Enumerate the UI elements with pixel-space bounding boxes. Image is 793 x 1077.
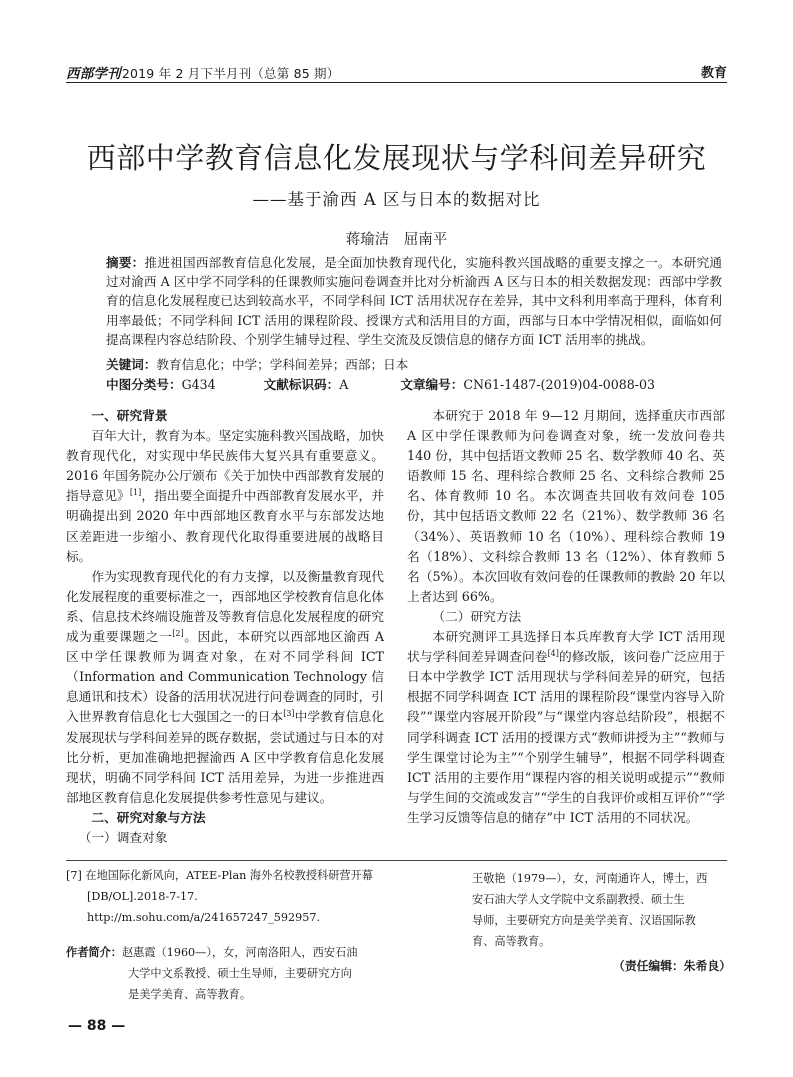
footnote-reference-7 xyxy=(66,865,406,928)
abstract-label: 摘要： xyxy=(106,255,145,270)
ref-line-2: [DB/OL].2018-7-17. xyxy=(87,890,198,903)
subsection-heading-1: （一）调查对象 xyxy=(78,829,168,845)
author-names: 蒋瑜洁 屈南平 xyxy=(345,232,448,248)
author-bio-2: 王敬艳（1979—），女，河南通许人，博士，西 安石油大学人文学院中文系副教授、硕士生 导师，主要研究方向是美学美育、汉语国际教 育、高等教育。 xyxy=(472,872,708,948)
header-rule xyxy=(66,82,727,83)
page-number: — 88 — xyxy=(68,1018,126,1034)
paragraph-1: 百年大计，教育为本。坚定实施科教兴国战略，加快教育现代化，对实现中华民族伟大复兴具有重要意义。2016 年国务院办公厅颁布《关于加快中西部教育发展的指导意见》[1]，指出要全面提升中西部教育发展水平，并明确提出到 2020 年中西部地区教育水平与东部发达地区差距进一步缩小、教育现代化取得重要进展的战略目标。 xyxy=(66,428,385,564)
citation-3: [3] xyxy=(283,709,295,719)
subsection-heading-2: （二）研究方法 xyxy=(432,608,522,624)
author-bio-label: 作者简介： xyxy=(66,946,122,959)
footnote-rule xyxy=(66,860,727,861)
citation-1: [1] xyxy=(129,488,142,498)
ref-line-3: http://m.sohu.com/a/241657247_592957. xyxy=(87,911,321,924)
author-bio-1: 作者简介：赵惠霞（1960—），女，河南洛阳人，西安石油 大学中文系教授、硕士生导师，主要研究方向 是美学美育、高等教育。 xyxy=(66,946,358,1001)
section-heading-1: 一、研究背景 xyxy=(91,408,168,423)
journal-masthead: 西部学刊 xyxy=(66,66,121,82)
citation-4: [4] xyxy=(547,648,559,658)
classification-line xyxy=(106,374,655,393)
body-column-right xyxy=(407,406,725,828)
section-label: 教育 xyxy=(700,66,727,81)
paragraph-4: 本研究测评工具选择日本兵库教育大学 ICT 活用现状与学科间差异调查问卷[4]的修改版，该问卷广泛应用于日本中学教学 ICT 活用现状与学科间差异的研究，包括根据不同学科调查 ICT 活用的课程阶段“课堂内容导入阶段”“课堂内容展开阶段”与“课堂内容总结阶段”，根据不同学科调查 ICT 活用的授课方式“教师讲授为主”“教师与学生课堂讨论为主”“个别学生辅导”，根据不同学科调查 ICT 活用的主要作用“课程内容的相关说明或提示”“教师与学生间的交流或发言”“学生的自我评价或相互评价”“学生学习反馈等信息的储存”中 ICT 活用的不同状况。 xyxy=(407,629,726,825)
paragraph-2: 作为实现教育现代化的有力支撑，以及衡量教育现代化发展程度的重要标准之一，西部地区学校教育信息化体系、信息技术终端设施普及等教育信息化发展程度的研究成为重要课题之一[2]。因此，本研究以西部地区渝西 A 区中学任课教师为调查对象，在对不同学科间 ICT（Information and Communication Technology 信息通讯和技术）设备的活用状况进行问卷调查的同时，引入世界教育信息化七大强国之一的日本[3]中学教育信息化发展现状与学科间差异的既存数据，尝试通过与日本的对比分析，更加准确地把握渝西 A 区中学教育信息化发展现状，明确不同学科间 ICT 活用差异，为进一步推进西部地区教育信息化发展提供参考性意见与建议。 xyxy=(66,568,385,805)
doc-code-value: A xyxy=(339,377,349,392)
body-column-left xyxy=(66,406,384,848)
ref-line-1: [7] 在地国际化新风向，ATEE-Plan 海外名校教授科研营开幕 xyxy=(66,869,373,882)
keywords-text: 教育信息化；中学；学科间差异；西部；日本 xyxy=(156,357,409,372)
article-subtitle: ——基于渝西 A 区与日本的数据对比 xyxy=(252,190,541,209)
issue-info: 2019 年 2 月下半月刊（总第 85 期） xyxy=(121,66,340,81)
article-number-value: CN61-1487-(2019)04-0088-03 xyxy=(463,377,656,392)
keywords xyxy=(106,354,408,373)
running-header xyxy=(66,62,339,82)
citation-2: [2] xyxy=(172,628,184,638)
paragraph-3: 本研究于 2018 年 9—12 月期间，选择重庆市西部 A 区中学任课教师为问卷调查对象，统一发放问卷共 140 份，其中包括语文教师 25 名、数学教师 40 名、英语教师 15 名、理科综合教师 25 名、文科综合教师 25 名、体育教师 10 名。本次调查共回收有效问卷 105 份，其中包括语文教师 22 名（21%）、数学教师 36 名（34%）、英语教师 10 名（10%）、理科综合教师 19 名（18%）、文科综合教师 13 名（12%）、体育教师 5 名（5%）。本次回收有效问卷的任课教师的教龄 20 年以上者达到 66%。 xyxy=(407,408,725,604)
responsible-editor: （责任编辑：朱希良） xyxy=(613,959,731,973)
article-title: 西部中学教育信息化发展现状与学科间差异研究 xyxy=(86,141,707,175)
clc-value: G434 xyxy=(181,377,216,392)
keywords-label: 关键词： xyxy=(106,357,157,372)
doc-code-label: 文献标识码： xyxy=(263,377,340,392)
clc-label: 中图分类号： xyxy=(106,377,182,392)
article-number-label: 文章编号： xyxy=(400,377,464,392)
abstract-text: 推进祖国西部教育信息化发展，是全面加快教育现代化，实施科教兴国战略的重要支撑之一。本研究通过对渝西 A 区中学不同学科的任课教师实施问卷调查并比对分析渝西 A 区与日本的相关数据发现：西部中学教育的信息化发展程度已达到较高水平，不同学科间 ICT 活用状况存在差异，其中文科利用率高于理科，体育利用率最低；不同学科间 ICT 活用的课程阶段、授课方式和活用目的方面，西部与日本中学情况相似，面临如何提高课程内容总结阶段、个别学生辅导过程、学生交流及反馈信息的储存方面 ICT 活用率的挑战。 xyxy=(106,255,723,347)
abstract xyxy=(106,253,722,349)
section-heading-2: 二、研究对象与方法 xyxy=(91,809,206,825)
